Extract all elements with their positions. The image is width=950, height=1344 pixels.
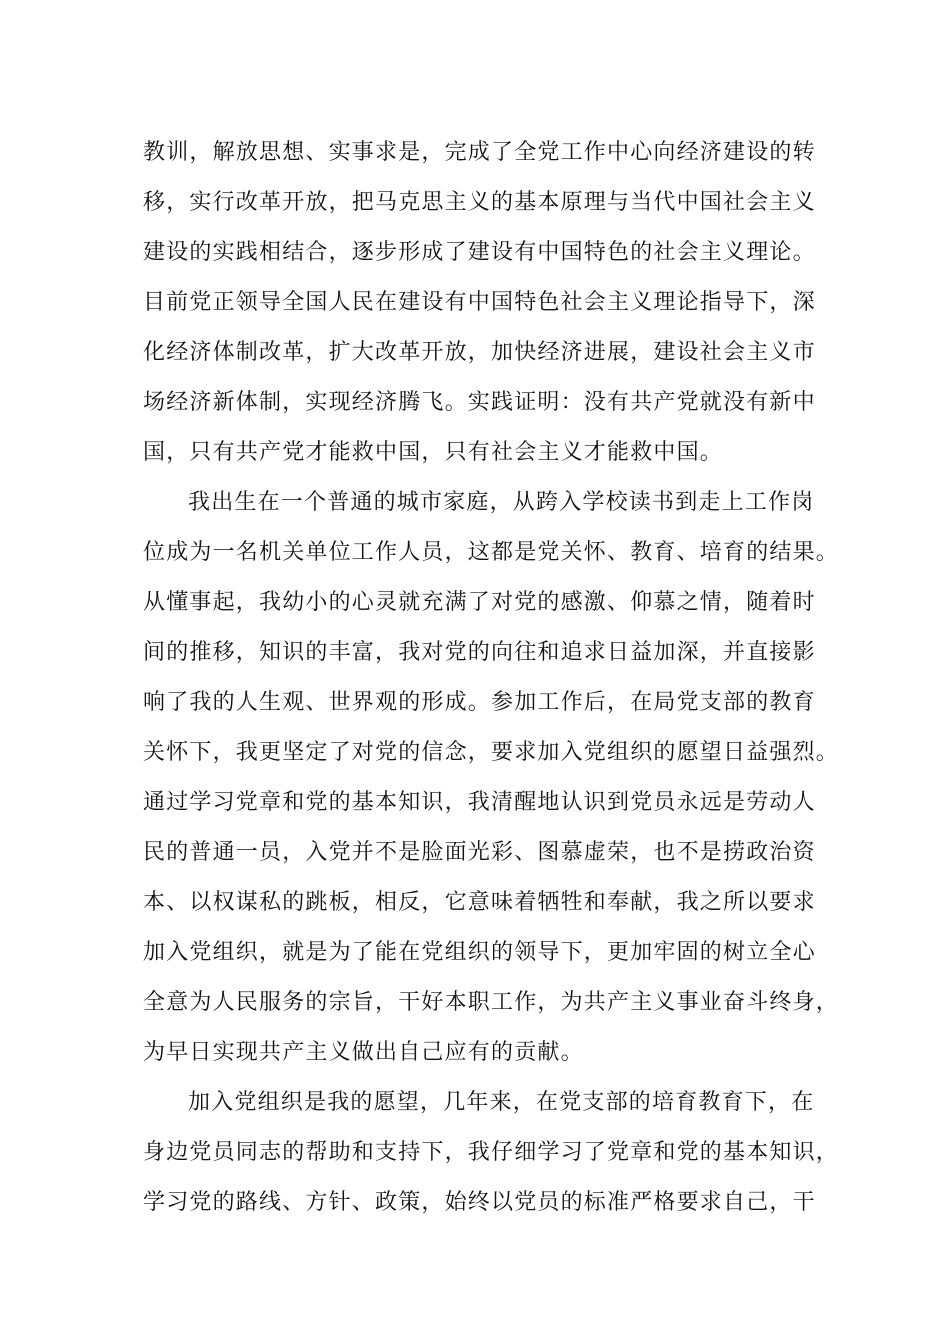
text-line: 民的普通一员，入党并不是脸面光彩、图慕虚荣，也不是捞政治资 (143, 840, 816, 865)
text-line: 从懂事起，我幼小的心灵就充满了对党的感激、仰慕之情，随着时 (143, 590, 816, 615)
text-line: 移，实行改革开放，把马克思主义的基本原理与当代中国社会主义 (143, 190, 816, 215)
text-line: 学习党的路线、方针、政策，始终以党员的标准严格要求自己，干 (143, 1190, 816, 1215)
document-body (143, 128, 840, 1228)
text-line: 场经济新体制，实现经济腾飞。实践证明：没有共产党就没有新中 (143, 390, 816, 415)
text-line: 加入党组织，就是为了能在党组织的领导下，更加牢固的树立全心 (143, 940, 816, 965)
text-line: 国，只有共产党才能救中国，只有社会主义才能救中国。 (143, 440, 724, 465)
text-line: 目前党正领导全国人民在建设有中国特色社会主义理论指导下，深 (143, 290, 816, 315)
text-line: 本、以权谋私的跳板，相反，它意味着牺牲和奉献，我之所以要求 (143, 890, 816, 915)
text-line: 响了我的人生观、世界观的形成。参加工作后，在局党支部的教育 (143, 690, 816, 715)
text-line: 化经济体制改革，扩大改革开放，加快经济进展，建设社会主义市 (143, 340, 816, 365)
paragraph-first-line: 加入党组织是我的愿望，几年来，在党支部的培育教育下，在 (188, 1090, 815, 1115)
text-line: 身边党员同志的帮助和支持下，我仔细学习了党章和党的基本知识， (143, 1140, 840, 1165)
text-line: 关怀下，我更坚定了对党的信念，要求加入党组织的愿望日益强烈。 (143, 740, 840, 765)
text-line: 位成为一名机关单位工作人员，这都是党关怀、教育、培育的结果。 (143, 540, 840, 565)
text-line: 间的推移，知识的丰富，我对党的向往和追求日益加深，并直接影 (143, 640, 816, 665)
text-line: 为早日实现共产主义做出自己应有的贡献。 (143, 1040, 584, 1065)
paragraph-first-line: 我出生在一个普通的城市家庭，从跨入学校读书到走上工作岗 (188, 490, 815, 515)
text-line: 建设的实践相结合，逐步形成了建设有中国特色的社会主义理论。 (143, 240, 816, 265)
text-line: 全意为人民服务的宗旨，干好本职工作，为共产主义事业奋斗终身， (143, 990, 840, 1015)
text-line: 教训，解放思想、实事求是，完成了全党工作中心向经济建设的转 (143, 140, 816, 165)
text-line: 通过学习党章和党的基本知识，我清醒地认识到党员永远是劳动人 (143, 790, 816, 815)
